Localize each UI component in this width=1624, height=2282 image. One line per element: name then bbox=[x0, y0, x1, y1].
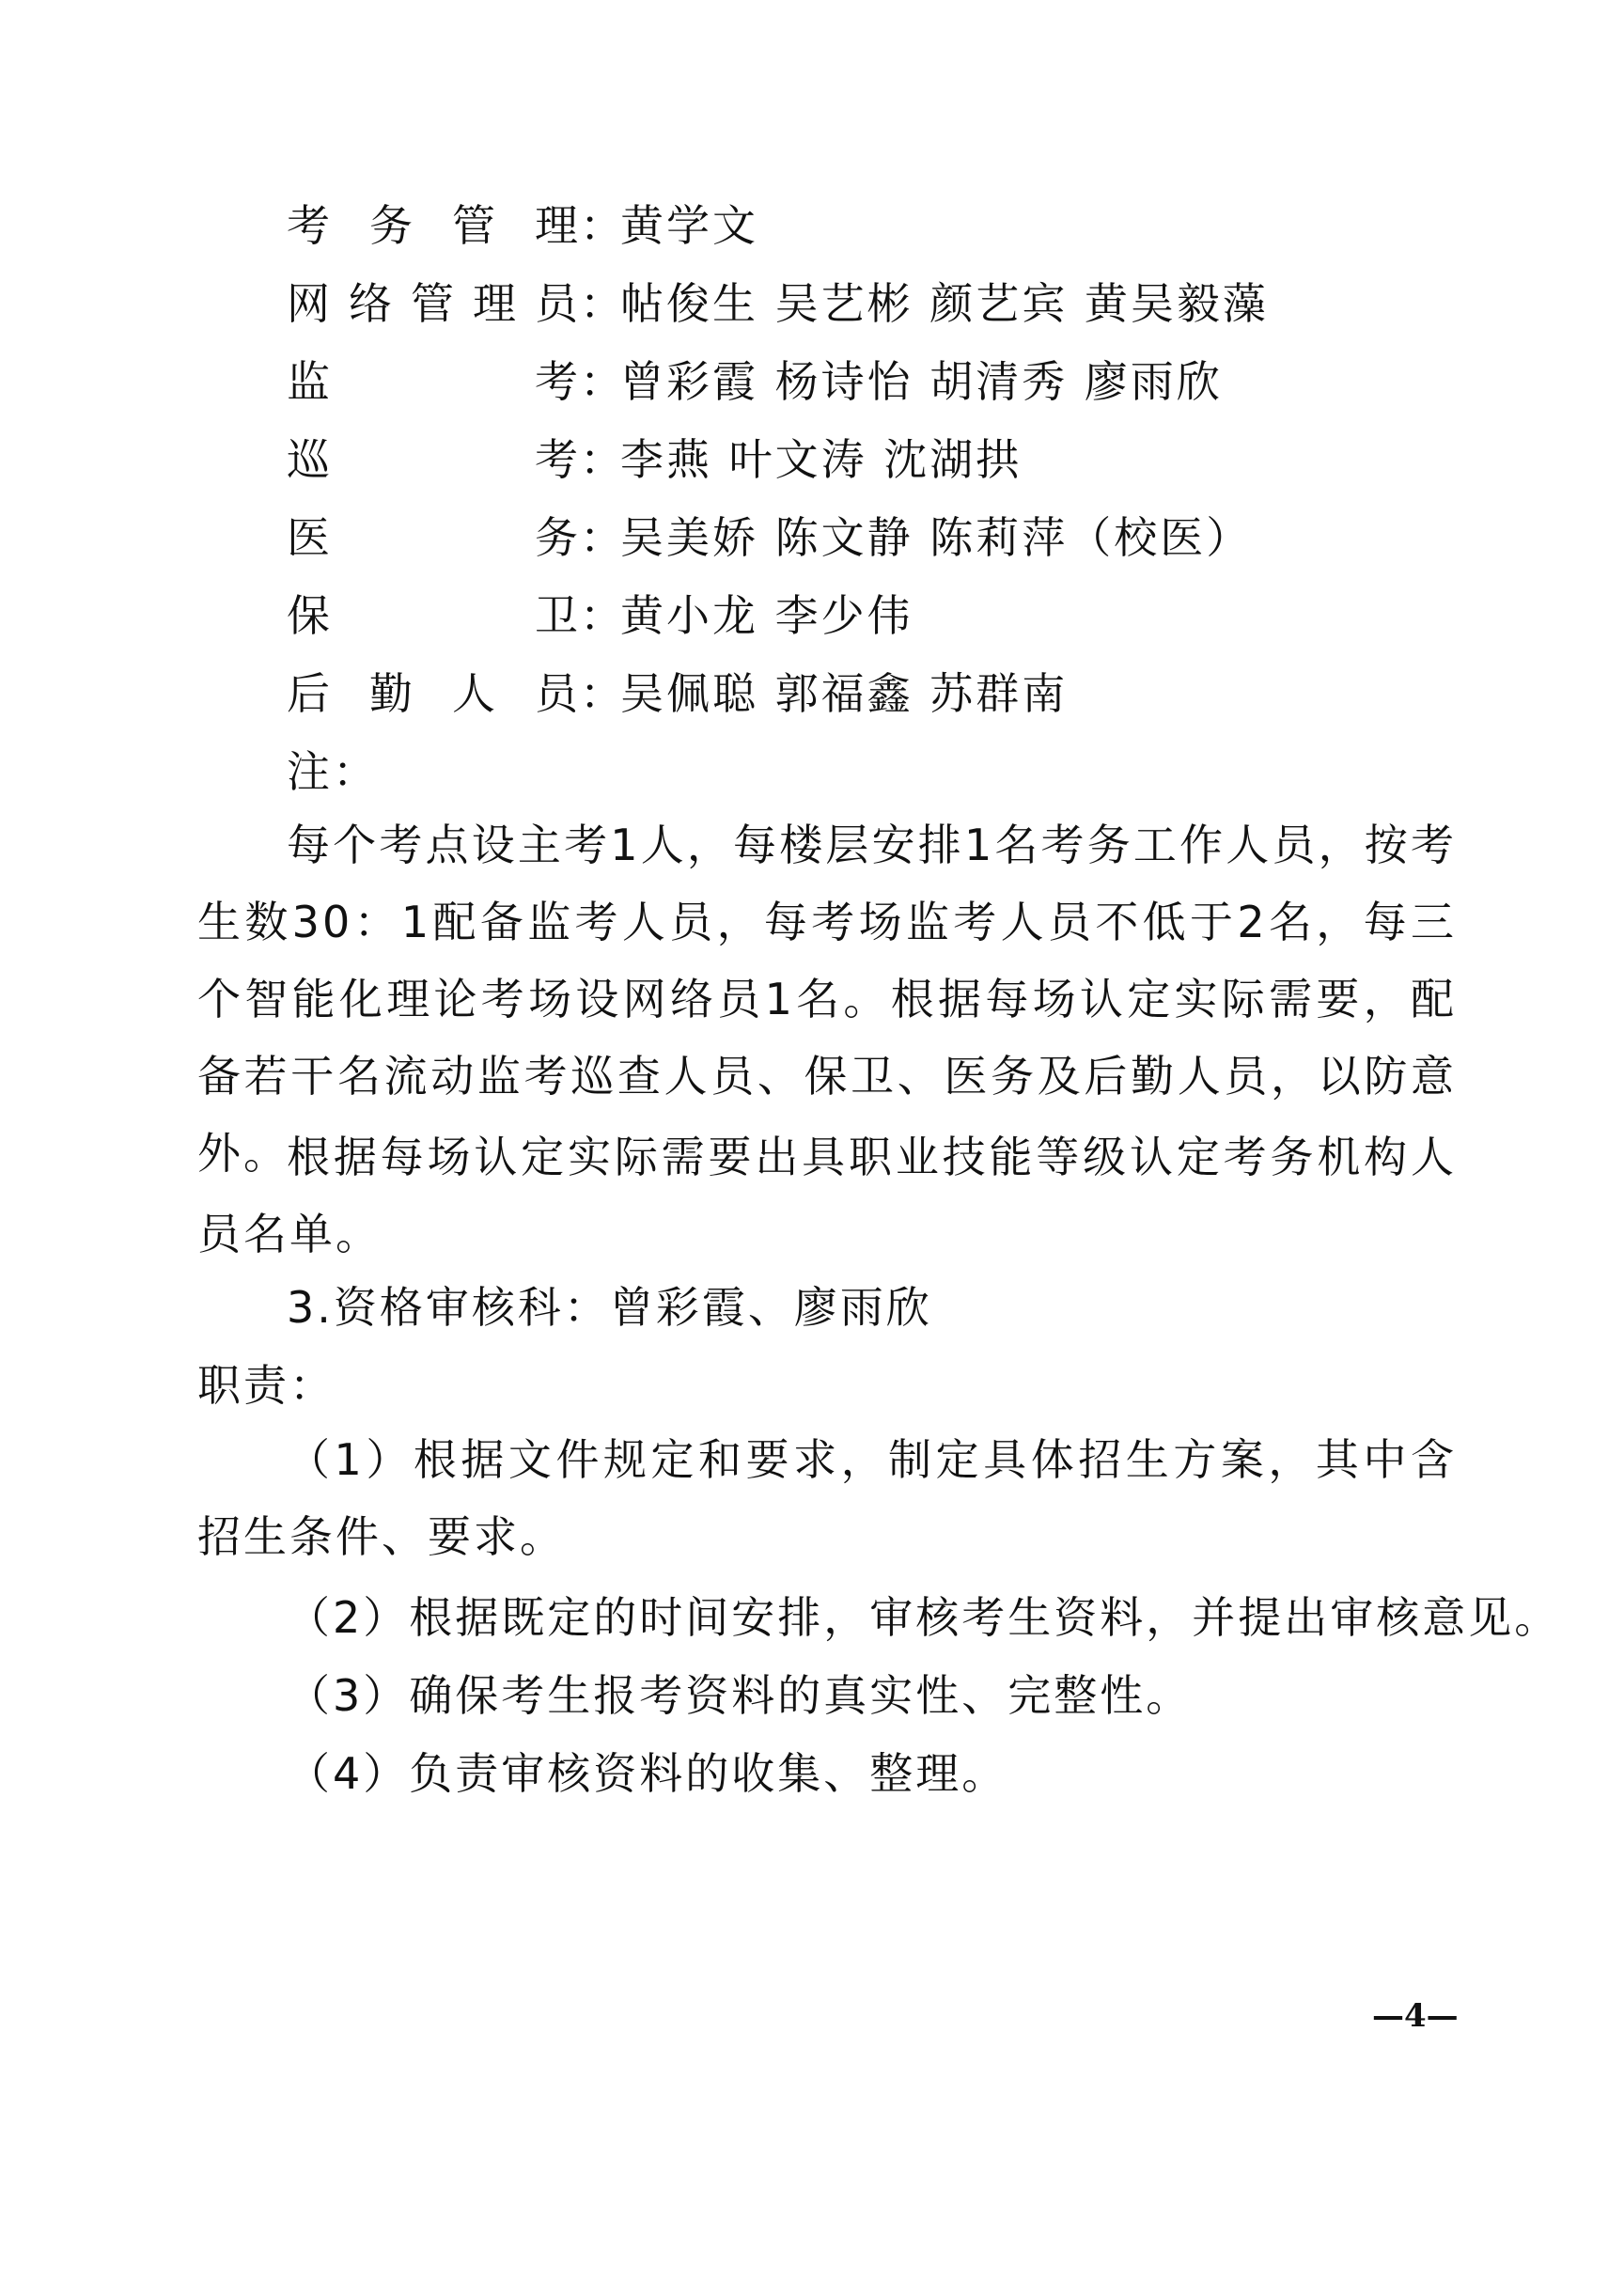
role-colon: ： bbox=[580, 434, 623, 485]
role-label: 后勤人员 bbox=[287, 668, 578, 719]
duty-item: （3）确保考生报考资料的真实性、完整性。 bbox=[287, 1670, 1193, 1721]
role-label: 巡考 bbox=[287, 434, 578, 485]
role-colon: ： bbox=[580, 200, 623, 251]
duty-item: （4）负责审核资料的收集、整理。 bbox=[287, 1748, 1008, 1799]
role-row-medical bbox=[287, 511, 1320, 564]
role-label: 网络管理员 bbox=[287, 278, 578, 329]
role-label: 保卫 bbox=[287, 590, 578, 641]
role-names: 帖俊生 吴艺彬 颜艺宾 黄吴毅藻 bbox=[620, 278, 1269, 329]
duties-label: 职责： bbox=[197, 1360, 336, 1411]
role-names: 吴美娇 陈文静 陈莉萍（校医） bbox=[620, 512, 1253, 563]
list-paragraph: 根据每场认定实际需要出具职业技能等级认定考务机构人员名单。 bbox=[197, 1132, 1457, 1259]
role-names: 李燕 叶文涛 沈湖拱 bbox=[620, 434, 1023, 485]
role-label: 医务 bbox=[287, 512, 578, 563]
role-names: 黄小龙 李少伟 bbox=[620, 590, 914, 641]
role-colon: ： bbox=[580, 668, 623, 719]
note-label: 注： bbox=[287, 746, 379, 797]
role-names: 曾彩霞 杨诗怡 胡清秀 廖雨欣 bbox=[620, 356, 1223, 407]
role-row-invigilator bbox=[287, 355, 1320, 408]
role-row-network-admin bbox=[287, 277, 1320, 330]
role-row-patrol bbox=[287, 433, 1320, 486]
section-heading: 3.资格审核科：曾彩霞、廖雨欣 bbox=[287, 1282, 932, 1333]
role-names: 黄学文 bbox=[620, 200, 758, 251]
page-number: —4— bbox=[1372, 1997, 1459, 2035]
duty-item: （2）根据既定的时间安排，审核考生资料，并提出审核意见。 bbox=[287, 1592, 1561, 1643]
note-paragraph: 每个考点设主考1人，每楼层安排1名考务工作人员，按考生数30：1配备监考人员，每考场监考人员不低于2名，每三个智能化理论考场设网络员1名。根据每场认定实际需要，配备若干名流动监考巡查人员、保卫、医务及后勤人员，以防意外。 bbox=[197, 820, 1457, 1179]
role-colon: ： bbox=[580, 278, 623, 329]
role-row-exam-management bbox=[287, 199, 1320, 252]
role-names: 吴佩聪 郭福鑫 苏群南 bbox=[620, 668, 1069, 719]
role-label: 监考 bbox=[287, 356, 578, 407]
role-colon: ： bbox=[580, 512, 623, 563]
role-colon: ： bbox=[580, 356, 623, 407]
role-label: 考务管理 bbox=[287, 200, 578, 251]
role-row-logistics bbox=[287, 667, 1320, 720]
role-colon: ： bbox=[580, 590, 623, 641]
duty-item: （1）根据文件规定和要求，制定具体招生方案，其中含招生条件、要求。 bbox=[197, 1434, 1457, 1562]
role-row-security bbox=[287, 589, 1320, 642]
